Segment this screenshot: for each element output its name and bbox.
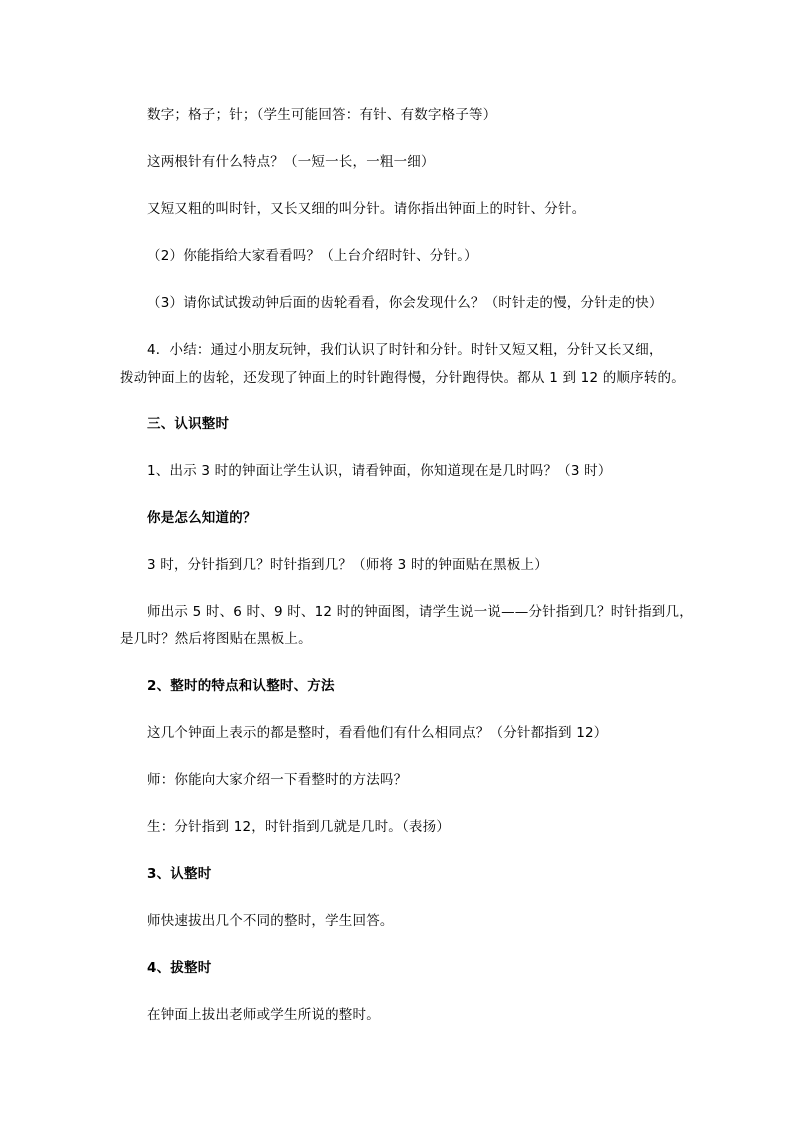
- text-line: 这几个钟面上表示的都是整时，看看他们有什么相同点？（分针都指到 12）: [147, 725, 608, 741]
- text-line: 师：你能向大家介绍一下看整时的方法吗？: [147, 772, 408, 788]
- text-line: （3）请你试试拨动钟后面的齿轮看看，你会发现什么？（时针走的慢，分针走的快）: [147, 295, 663, 311]
- subsection-heading: 4、拔整时: [147, 960, 212, 976]
- text-line: 又短又粗的叫时针，又长又细的叫分针。请你指出钟面上的时针、分针。: [147, 201, 586, 217]
- subsection-heading: 2、整时的特点和认整时、方法: [147, 678, 335, 694]
- text-line: 在钟面上拔出老师或学生所说的整时。: [147, 1007, 380, 1023]
- text-line: 1、出示 3 时的钟面让学生认识，请看钟面，你知道现在是几时吗？（3 时）: [147, 463, 612, 479]
- question-heading: 你是怎么知道的？: [147, 510, 257, 526]
- text-line: 师出示 5 时、6 时、9 时、12 时的钟面图，请学生说一说——分针指到几？时针指到几，: [147, 604, 693, 620]
- text-line: 师快速拔出几个不同的整时，学生回答。: [147, 913, 394, 929]
- text-line: 4．小结：通过小朋友玩钟，我们认识了时针和分针。时针又短又粗，分针又长又细，: [147, 342, 663, 358]
- section-heading: 三、认识整时: [147, 416, 230, 432]
- text-line: 3 时，分针指到几？时针指到几？（师将 3 时的钟面贴在黑板上）: [147, 557, 548, 573]
- text-line: 是几时？然后将图贴在黑板上。: [120, 631, 312, 647]
- text-line: 拨动钟面上的齿轮，还发现了钟面上的时针跑得慢，分针跑得快。都从 1 到 12 的顺序转的。: [120, 370, 685, 386]
- subsection-heading: 3、认整时: [147, 866, 212, 882]
- text-line: 生：分针指到 12，时针指到几就是几时。（表扬）: [147, 819, 451, 835]
- text-line: （2）你能指给大家看看吗？（上台介绍时针、分针。）: [147, 248, 478, 264]
- text-line: 这两根针有什么特点？（一短一长，一粗一细）: [147, 154, 435, 170]
- text-line: 数字；格子；针；（学生可能回答：有针、有数字格子等）: [147, 107, 497, 123]
